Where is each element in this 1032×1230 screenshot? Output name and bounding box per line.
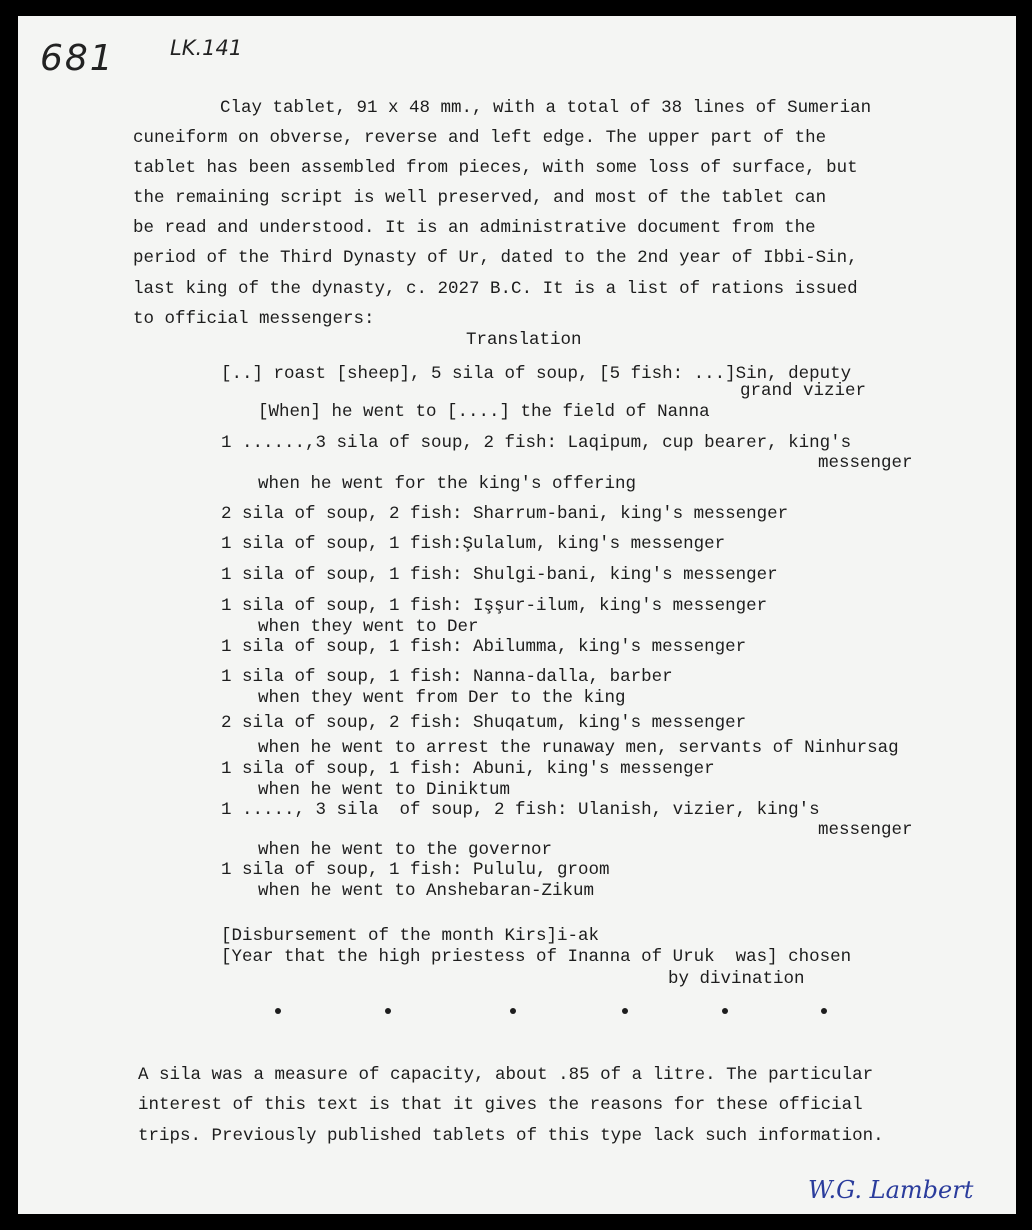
translation-line: 1 ......,3 sila of soup, 2 fish: Laqipum, cup bearer, king's [221, 433, 852, 453]
translation-line: grand vizier [740, 381, 867, 401]
intro-line-8: to official messengers: [133, 309, 375, 329]
translation-line: by divination [668, 969, 805, 989]
translation-line: 2 sila of soup, 2 fish: Sharrum-bani, king's messenger [221, 504, 789, 524]
footnote-line-2: interest of this text is that it gives the reasons for these official [138, 1095, 863, 1115]
separator-dot [385, 1008, 391, 1014]
translation-line: when he went to the governor [258, 840, 553, 860]
intro-line-3: tablet has been assembled from pieces, with some loss of surface, but [133, 158, 858, 178]
translation-line: 1 sila of soup, 1 fish: Abilumma, king's messenger [221, 637, 747, 657]
translation-line: when he went to Anshebaran-Zikum [258, 881, 595, 901]
intro-line-4: the remaining script is well preserved, and most of the tablet can [133, 188, 827, 208]
translation-heading: Translation [466, 330, 582, 350]
translation-line: 2 sila of soup, 2 fish: Shuqatum, king's messenger [221, 713, 747, 733]
separator-dot [821, 1008, 827, 1014]
translation-line: 1 sila of soup, 1 fish: Işşur-ilum, king's messenger [221, 596, 768, 616]
translation-line: messenger [818, 453, 913, 473]
intro-line-1: Clay tablet, 91 x 48 mm., with a total of 38 lines of Sumerian [220, 98, 872, 118]
translation-line: when they went to Der [258, 617, 479, 637]
translation-line: 1 sila of soup, 1 fish: Shulgi-bani, king's messenger [221, 565, 778, 585]
translation-line: when he went to arrest the runaway men, servants of Ninhursag [258, 738, 899, 758]
translation-line: 1 ....., 3 sila of soup, 2 fish: Ulanish, vizier, king's [221, 800, 820, 820]
signature-text: W.G. Lambert [808, 1176, 974, 1204]
translation-line: messenger [818, 820, 913, 840]
signature [806, 1166, 976, 1210]
footnote-line-3: trips. Previously published tablets of this type lack such information. [138, 1126, 884, 1146]
handwritten-reference: LK.141 [170, 36, 243, 60]
translation-line: [When] he went to [....] the field of Nanna [258, 402, 710, 422]
translation-line: 1 sila of soup, 1 fish:Şulalum, king's messenger [221, 534, 726, 554]
translation-line: 1 sila of soup, 1 fish: Abuni, king's messenger [221, 759, 715, 779]
intro-line-7: last king of the dynasty, c. 2027 B.C. It is a list of rations issued [133, 279, 858, 299]
translation-line: [Year that the high priestess of Inanna of Uruk was] chosen [221, 947, 852, 967]
translation-line: 1 sila of soup, 1 fish: Nanna-dalla, barber [221, 667, 673, 687]
document-page [18, 16, 1016, 1214]
translation-line: when he went for the king's offering [258, 474, 637, 494]
intro-line-2: cuneiform on obverse, reverse and left edge. The upper part of the [133, 128, 827, 148]
separator-dot [622, 1008, 628, 1014]
separator-dot [275, 1008, 281, 1014]
separator-dot [722, 1008, 728, 1014]
translation-line: 1 sila of soup, 1 fish: Pululu, groom [221, 860, 610, 880]
separator-dot [510, 1008, 516, 1014]
translation-line: when they went from Der to the king [258, 688, 626, 708]
translation-line: [..] roast [sheep], 5 sila of soup, [5 fish: ...]Sin, deputy [221, 364, 852, 384]
intro-line-6: period of the Third Dynasty of Ur, dated to the 2nd year of Ibbi-Sin, [133, 248, 858, 268]
intro-line-5: be read and understood. It is an administrative document from the [133, 218, 816, 238]
translation-line: when he went to Diniktum [258, 780, 511, 800]
handwritten-number: 681 [40, 38, 115, 79]
translation-line: [Disbursement of the month Kirs]i-ak [221, 926, 600, 946]
footnote-line-1: A sila was a measure of capacity, about .85 of a litre. The particular [138, 1065, 874, 1085]
